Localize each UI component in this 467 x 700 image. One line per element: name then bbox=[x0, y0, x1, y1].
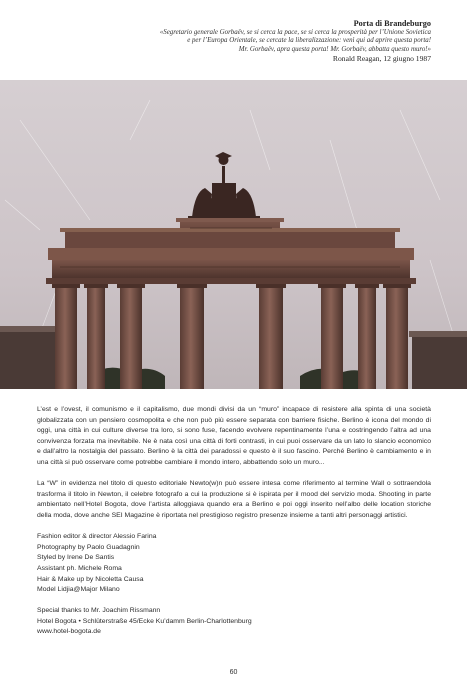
credit-line: Assistant ph. Michele Roma bbox=[37, 564, 122, 572]
credit-line: Hair & Make up by Nicoletta Causa bbox=[37, 575, 144, 583]
credit-line: Styled by Irene De Santis bbox=[37, 554, 115, 562]
epigraph-title: Porta di Brandeburgo bbox=[353, 19, 431, 28]
article-paragraph-shooting: La “W” in evidenza nel titolo di questo editoriale Newto(w)n può essere intesa come riferimento al termine Wall o sottraendola trasforma il titolo in Newton, il celebre fotografo a cui la produzione si è ispirata per il mood del servizio moda. Shooting in parte ambientato nell’Hotel Bogota, dove l’artista alloggiava quando era a Berlino e poi oggi inserito nell’albo delle location storiche della moda, dove anche SEI Magazine è riportata nel prestigioso registro presenze insieme a tanti altri personaggi artistici. bbox=[37, 480, 431, 519]
epigraph-line: Mr. Gorbaëv, apra questa porta! Mr. Gorbaëv, abbatta questo muro!» bbox=[238, 45, 431, 53]
brandenburg-gate-illustration bbox=[0, 80, 467, 389]
thanks-line: Special thanks to Mr. Joachim Rissmann bbox=[37, 607, 161, 615]
epigraph-line: e per l’Europa Orientale, se cercate la liberalizzazione: venì qui ad aprire questa porta! bbox=[187, 37, 431, 45]
credit-line: Photography by Paolo Guadagnin bbox=[37, 543, 140, 551]
page-number: 60 bbox=[229, 669, 238, 676]
credits-list bbox=[37, 532, 431, 596]
epigraph-author: Ronald Reagan, 12 giugno 1987 bbox=[332, 54, 431, 64]
epigraph bbox=[51, 19, 431, 64]
brandenburg-gate-photo bbox=[0, 80, 467, 389]
hotel-website-link[interactable]: www.hotel-bogota.de bbox=[37, 628, 101, 636]
thanks-block bbox=[37, 606, 431, 638]
credit-line: Fashion editor & director Alessio Farina bbox=[37, 533, 157, 541]
article-body bbox=[37, 405, 431, 638]
epigraph-line: «Segretario generale Gorbaëv, se si cerca la pace, se si cerca la prosperità per l’Unione Sovietica bbox=[159, 29, 431, 36]
hotel-address: Hotel Bogota • Schlüterstraße 45/Ecke Ku’damm Berlin-Charlottenburg bbox=[37, 617, 252, 625]
credit-line: Model Lidjia@Major Milano bbox=[37, 586, 120, 594]
article-paragraph-intro: L’est e l’ovest, il comunismo e il capitalismo, due mondi divisi da un “muro” incapace di resistere alla spinta di una società globalizzata con un pensiero cosmopolita e che non può più essere separata con barriere fisiche. Berlino è icona del mondo di oggi, una città in cui culture diverse tra loro, si sono fuse, facendo evolvere repentinamente l’una e costringendo l’altra ad una convivenza forzata ma inevitabile. Ne è nata così una città di forti contrasti, in cui puoi osservare da un lato lo slancio economico e dall’altro la nostalgia del passato. Berlino è la città dei paradossi e questo è il suo fascino. Perché Berlino è cambiamento e in una città si può osservare come potrebbe cambiare il mondo intero, abbattendo solo un muro... bbox=[37, 406, 431, 466]
